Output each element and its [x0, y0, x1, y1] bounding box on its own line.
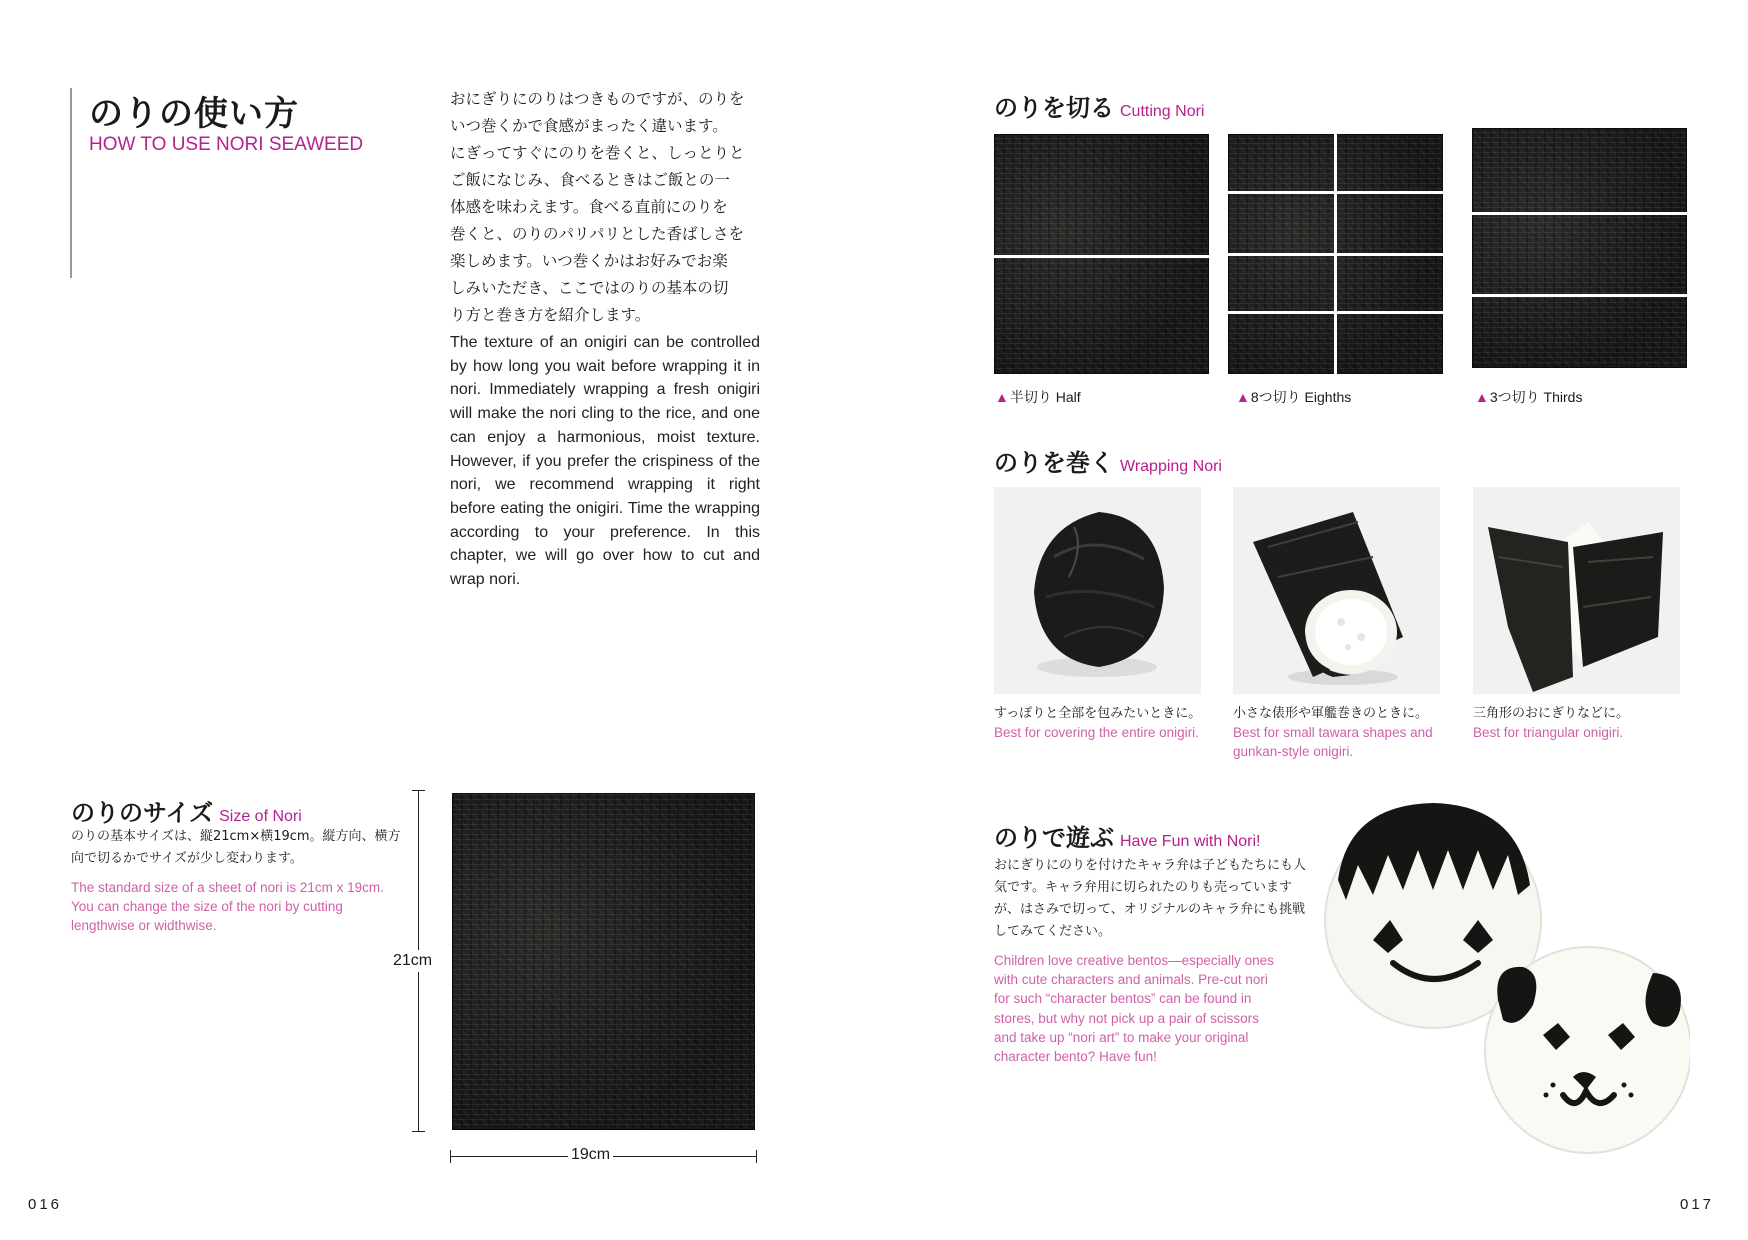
- wrap-gunkan-photo: [1233, 487, 1440, 694]
- wrap-triangle-photo: [1473, 487, 1680, 694]
- intro-jp-line: にぎってすぐにのりを巻くと、しっとりと: [450, 144, 745, 162]
- intro-jp: [450, 86, 760, 329]
- size-body-jp: のりの基本サイズは、縦21cm×横19cm。縦方向、横方向で切るかでサイズが少し変わります。: [71, 829, 401, 866]
- size-title-en: Size of Nori: [219, 808, 302, 825]
- size-section-title: [71, 793, 302, 828]
- cut-line: [1228, 191, 1443, 194]
- cut-line: [1472, 294, 1687, 297]
- triangle-up-icon: ▲: [1475, 389, 1489, 405]
- wrap-full-caption-en: Best for covering the entire onigiri.: [994, 725, 1199, 740]
- intro-jp-line: り方と巻き方を紹介します。: [450, 306, 651, 324]
- caption-eighths: [1236, 387, 1351, 407]
- size-body-en: The standard size of a sheet of nori is 21cm x 19cm. You can change the size of the nori by cutting lengthwise or widthwise.: [71, 880, 384, 933]
- cut-line: [994, 255, 1209, 258]
- intro-jp-line: ご飯になじみ、食べるときはご飯との一: [450, 171, 730, 189]
- caption-jp: 半切り: [1009, 389, 1052, 405]
- width-dimension-cap: [756, 1150, 757, 1163]
- wrapping-section-title: [994, 443, 1222, 478]
- width-label: 19cm: [568, 1146, 613, 1164]
- fun-title-en: Have Fun with Nori!: [1120, 833, 1261, 850]
- caption-jp: 8つ切り: [1250, 389, 1301, 405]
- caption-jp: 3つ切り: [1489, 389, 1540, 405]
- cut-line: [1228, 253, 1443, 256]
- caption-half: [995, 387, 1081, 407]
- cutting-section-title: [994, 88, 1204, 123]
- wrap-full-caption-jp: すっぽりと全部を包みたいときに。: [994, 706, 1202, 721]
- page-number-right: 017: [1680, 1196, 1715, 1213]
- full-nori-sheet-photo: [452, 793, 755, 1130]
- cutting-title-jp: のりを切る: [994, 94, 1114, 122]
- fun-body-en: Children love creative bentos—especially ones with cute characters and animals. Pre-cut nori for such “character bentos” can be found in stores, but why not pick up a pair of scissors and take up “nori art” to make your original character bento? Have fun!: [994, 953, 1274, 1065]
- page-title-en: HOW TO USE NORI SEAWEED: [89, 134, 364, 155]
- caption-en: Thirds: [1543, 389, 1583, 405]
- triangle-up-icon: ▲: [995, 389, 1009, 405]
- wrap-gunkan-caption-jp: 小さな俵形や軍艦巻きのときに。: [1233, 706, 1429, 721]
- page-title-jp: のりの使い方: [89, 94, 299, 134]
- intro-jp-line: 巻くと、のりのパリパリとした香ばしさを: [450, 225, 745, 243]
- cut-line: [1228, 311, 1443, 314]
- height-label: 21cm: [393, 950, 432, 972]
- fun-title-jp: のりで遊ぶ: [994, 824, 1114, 852]
- wrap-gunkan-caption-en: Best for small tawara shapes and gunkan-style onigiri.: [1233, 725, 1433, 759]
- cut-line: [1472, 212, 1687, 215]
- page-number-left: 016: [28, 1196, 63, 1213]
- wrap-full-photo: [994, 487, 1201, 694]
- height-dimension-cap: [412, 790, 425, 791]
- caption-en: Half: [1055, 389, 1081, 405]
- intro-jp-line: 楽しめます。いつ巻くかはお好みでお楽: [450, 252, 728, 270]
- size-title-jp: のりのサイズ: [71, 799, 214, 827]
- caption-en: Eighths: [1304, 389, 1352, 405]
- intro-jp-line: いつ巻くかで食感がまったく違います。: [450, 117, 728, 135]
- wrap-triangle-caption-jp: 三角形のおにぎりなどに。: [1473, 706, 1630, 721]
- intro-en: The texture of an onigiri can be controlled by how long you wait before wrapping it in nori. Immediately wrapping a fresh onigiri will make the nori cling to the rice, and one can enjoy a harmonious, moist texture. However, if you prefer the crispiness of the nori, we recommend wrapping it right before eating the onigiri. Time the wrapping according to your preference. In this chapter, we will go over how to cut and wrap nori.: [450, 334, 760, 589]
- wrapping-title-jp: のりを巻く: [994, 449, 1114, 477]
- intro-jp-line: おにぎりにのりはつきものですが、のりを: [450, 90, 745, 108]
- fun-section-title: [994, 818, 1261, 853]
- wrapping-title-en: Wrapping Nori: [1120, 458, 1222, 475]
- character-onigiri-photo: [1318, 795, 1690, 1155]
- height-dimension-cap: [412, 1131, 425, 1132]
- intro-jp-line: しみいただき、ここではのりの基本の切: [450, 279, 729, 297]
- fun-body-jp: おにぎりにのりを付けたキャラ弁は子どもたちにも人気です。キャラ弁用に切られたのりも売っていますが、はさみで切って、オリジナルのキャラ弁にも挑戦してみてください。: [994, 858, 1307, 939]
- nori-half-photo: [994, 134, 1209, 374]
- title-rule: [70, 88, 72, 278]
- triangle-up-icon: ▲: [1236, 389, 1250, 405]
- width-dimension-cap: [450, 1150, 451, 1163]
- cutting-title-en: Cutting Nori: [1120, 103, 1205, 120]
- caption-thirds: [1475, 387, 1582, 407]
- nori-eighths-photo: [1228, 134, 1443, 374]
- intro-jp-line: 体感を味わえます。食べる直前にのりを: [450, 198, 728, 216]
- wrap-triangle-caption-en: Best for triangular onigiri.: [1473, 725, 1624, 740]
- nori-thirds-photo: [1472, 128, 1687, 368]
